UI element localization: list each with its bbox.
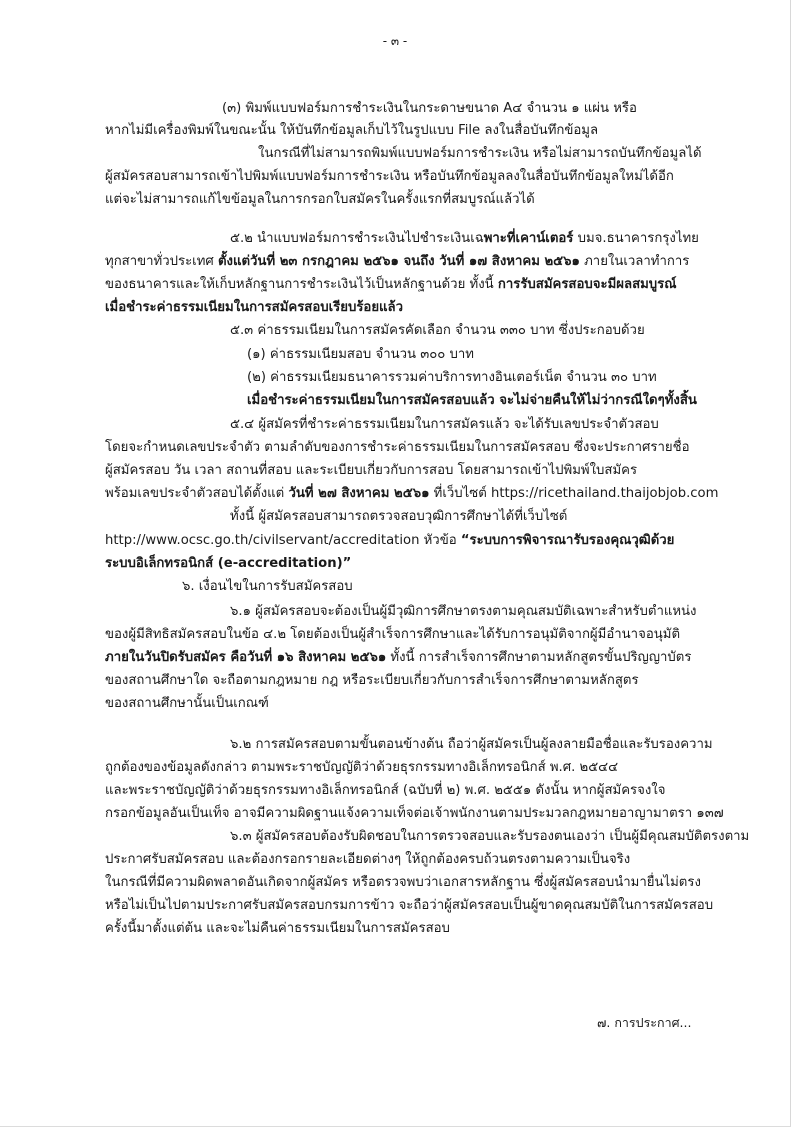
text-line <box>247 390 697 412</box>
text-line <box>105 849 630 871</box>
text-line <box>105 530 674 552</box>
text-segment: ของธนาคารและให้เก็บหลักฐานการชำระเงินไว้เป็นหลักฐานด้วย ทั้งนี้ <box>105 277 498 292</box>
text-line <box>105 757 618 779</box>
text-line <box>105 189 535 211</box>
text-line <box>105 274 677 296</box>
text-segment: ๕.๔ ผู้สมัครที่ชำระค่าธรรมเนียมในการสมัครแล้ว จะได้รับเลขประจำตัวสอบ <box>230 417 659 432</box>
text-segment: ๕.๒ นำแบบฟอร์มการชำระเงินไปชำระเงินเฉ <box>230 231 484 246</box>
text-line <box>105 120 598 142</box>
text-segment: ทั้งนี้ ผู้สมัครสอบสามารถตรวจสอบวุฒิการศึกษาได้ที่เว็บไซต์ <box>230 509 568 524</box>
text-line <box>105 670 639 692</box>
text-segment: ผู้สมัครสอบ วัน เวลา สถานที่สอบ และระเบียบเกี่ยวกับการสอบ โดยสามารถเข้าไปพิมพ์ใบสมัคร <box>105 463 638 478</box>
text-segment: กรอกข้อมูลอันเป็นเท็จ อาจมีความผิดฐานแจ้งความเท็จต่อเจ้าพนักงานตามประมวลกฎหมายอาญามาตรา ๑๓๗ <box>105 806 724 821</box>
text-segment: ๖.๑ ผู้สมัครสอบจะต้องเป็นผู้มีวุฒิการศึกษาตรงตามคุณสมบัติเฉพาะสำหรับตำแหน่ง <box>230 604 697 619</box>
bold-text: วันที่ ๒๗ สิงหาคม ๒๕๖๑ <box>288 486 430 501</box>
text-line <box>230 601 697 623</box>
text-segment: ประกาศรับสมัครสอบ และต้องกรอกรายละเอียดต่างๆ ให้ถูกต้องครบถ้วนตรงตามความเป็นจริง <box>105 852 631 867</box>
bold-text: ระบบอิเล็กทรอนิกส์ (e-accreditation)” <box>105 556 352 571</box>
text-segment: ครั้งนี้มาตั้งแต่ต้น และจะไม่คืนค่าธรรมเนียมในการสมัครสอบ <box>105 921 450 936</box>
bold-text: ภายในวันปิดรับสมัคร คือวันที่ ๑๖ สิงหาคม ๒๕๖๑ <box>105 650 387 665</box>
text-segment: ทั้งนี้ การสำเร็จการศึกษาตามหลักสูตรขั้นปริญญาบัตร <box>386 650 692 665</box>
continuation-footer: ๗. การประกาศ... <box>597 1015 692 1030</box>
text-segment: ๖. เงื่อนไขในการรับสมัครสอบ <box>182 579 353 594</box>
text-line <box>105 780 665 802</box>
text-segment: แต่จะไม่สามารถแก้ไขข้อมูลในการกรอกใบสมัครในครั้งแรกที่สมบูรณ์แล้วได้ <box>105 192 535 207</box>
text-line <box>230 826 749 848</box>
text-segment: หรือไม่เป็นไปตามประกาศรับสมัครสอบกรมการข้าว จะถือว่าผู้สมัครสอบเป็นผู้ขาดคุณสมบัติในการสมัครสอบ <box>105 898 714 913</box>
text-line <box>258 143 702 165</box>
text-segment: หากไม่มีเครื่องพิมพ์ในขณะนั้น ให้บันทึกข้อมูลเก็บไว้ในรูปแบบ File ลงในสื่อบันทึกข้อมูล <box>105 123 599 138</box>
text-line <box>105 166 674 188</box>
text-segment: ของผู้มีสิทธิสมัครสอบในข้อ ๔.๒ โดยต้องเป็นผู้สำเร็จการศึกษาและได้รับการอนุมัติจากผู้มีอำนาจอนุมัติ <box>105 627 681 642</box>
bold-text: พาะที่เคาน์เตอร์ <box>483 231 574 246</box>
text-segment: ๕.๓ ค่าธรรมเนียมในการสมัครคัดเลือก จำนวน ๓๓๐ บาท ซึ่งประกอบด้วย <box>230 323 645 338</box>
text-segment: ถูกต้องของข้อมูลดังกล่าว ตามพระราชบัญญัติว่าด้วยธุรกรรมทางอิเล็กทรอนิกส์ พ.ศ. ๒๕๔๔ <box>105 760 619 775</box>
text-line <box>105 251 689 273</box>
bold-text: เมื่อชำระค่าธรรมเนียมในการสมัครสอบเรียบร้อยแล้ว <box>105 300 404 315</box>
text-segment: ของสถานศึกษานั้นเป็นเกณฑ์ <box>105 696 269 711</box>
text-line <box>105 803 724 825</box>
bold-text: ตั้งแต่วันที่ ๒๓ กรกฎาคม ๒๕๖๑ จนถึง วันที่ ๑๗ สิงหาคม ๒๕๖๑ <box>217 254 580 269</box>
text-segment: และพระราชบัญญัติว่าด้วยธุรกรรมทางอิเล็กทรอนิกส์ (ฉบับที่ ๒) พ.ศ. ๒๕๕๑ ดังนั้น หากผู้สมัครจงใจ <box>105 783 666 798</box>
text-segment: ๖.๒ การสมัครสอบตามขั้นตอนข้างต้น ถือว่าผู้สมัครเป็นผู้ลงลายมือชื่อและรับรองความ <box>230 737 713 752</box>
text-line <box>105 693 269 715</box>
text-line <box>105 460 637 482</box>
text-line <box>182 576 353 598</box>
text-segment: ภายในเวลาทำการ <box>579 254 690 269</box>
text-segment: ในกรณีที่ไม่สามารถพิมพ์แบบฟอร์มการชำระเงิน หรือไม่สามารถบันทึกข้อมูลได้ <box>258 146 702 161</box>
text-line <box>230 506 567 528</box>
bold-text: การรับสมัครสอบจะมีผลสมบูรณ์ <box>497 277 677 292</box>
text-line <box>247 344 474 366</box>
text-segment: ในกรณีที่มีความผิดพลาดอันเกิดจากผู้สมัคร หรือตรวจพบว่าเอกสารหลักฐาน ซึ่งผู้สมัครสอบนำมายื่นไม่ตรง <box>105 875 701 890</box>
text-line <box>105 437 690 459</box>
text-line <box>105 918 450 940</box>
text-line <box>230 320 645 342</box>
text-line <box>105 647 691 669</box>
text-line <box>105 895 713 917</box>
bold-text: เมื่อชำระค่าธรรมเนียมในการสมัครสอบแล้ว จะไม่จ่ายคืนให้ไม่ว่ากรณีใดๆทั้งสิ้น <box>247 393 697 408</box>
text-line <box>247 367 657 389</box>
text-segment: บมจ.ธนาคารกรุงไทย <box>573 231 699 246</box>
text-segment: (๓) พิมพ์แบบฟอร์มการชำระเงินในกระดาษขนาด A๔ จำนวน ๑ แผ่น หรือ <box>222 101 637 116</box>
text-line <box>105 624 680 646</box>
text-segment: ที่เว็บไซต์ https://ricethailand.thaijobjob.com <box>429 486 719 501</box>
text-line <box>230 414 659 436</box>
text-line <box>105 483 718 505</box>
text-line <box>105 872 701 894</box>
text-line <box>105 553 351 575</box>
text-line <box>105 297 403 319</box>
text-segment: โดยจะกำหนดเลขประจำตัว ตามลำดับของการชำระค่าธรรมเนียมในการสมัครสอบ ซึ่งจะประกาศรายชื่อ <box>105 440 690 455</box>
text-line <box>222 98 637 120</box>
text-line <box>230 734 713 756</box>
text-segment: ทุกสาขาทั่วประเทศ <box>105 254 218 269</box>
text-segment: (๒) ค่าธรรมเนียมธนาคารรวมค่าบริการทางอินเตอร์เน็ต จำนวน ๓๐ บาท <box>247 370 657 385</box>
text-segment: พร้อมเลขประจำตัวสอบได้ตั้งแต่ <box>105 486 289 501</box>
text-segment: ผู้สมัครสอบสามารถเข้าไปพิมพ์แบบฟอร์มการชำระเงิน หรือบันทึกข้อมูลลงในสื่อบันทึกข้อมูลใหม่ได้อีก <box>105 169 674 184</box>
text-segment: (๑) ค่าธรรมเนียมสอบ จำนวน ๓๐๐ บาท <box>247 347 474 362</box>
text-segment: ของสถานศึกษาใด จะถือตามกฎหมาย กฎ หรือระเบียบเกี่ยวกับการสำเร็จการศึกษาตามหลักสูตร <box>105 673 639 688</box>
text-line <box>230 228 699 250</box>
page-number: - ๓ - <box>382 34 408 48</box>
text-segment: ๖.๓ ผู้สมัครสอบต้องรับผิดชอบในการตรวจสอบและรับรองตนเองว่า เป็นผู้มีคุณสมบัติตรงตาม <box>230 829 750 844</box>
bold-text: “ระบบการพิจารณารับรองคุณวุฒิด้วย <box>460 533 675 548</box>
text-segment: http://www.ocsc.go.th/civilservant/accreditation หัวข้อ <box>105 533 461 548</box>
